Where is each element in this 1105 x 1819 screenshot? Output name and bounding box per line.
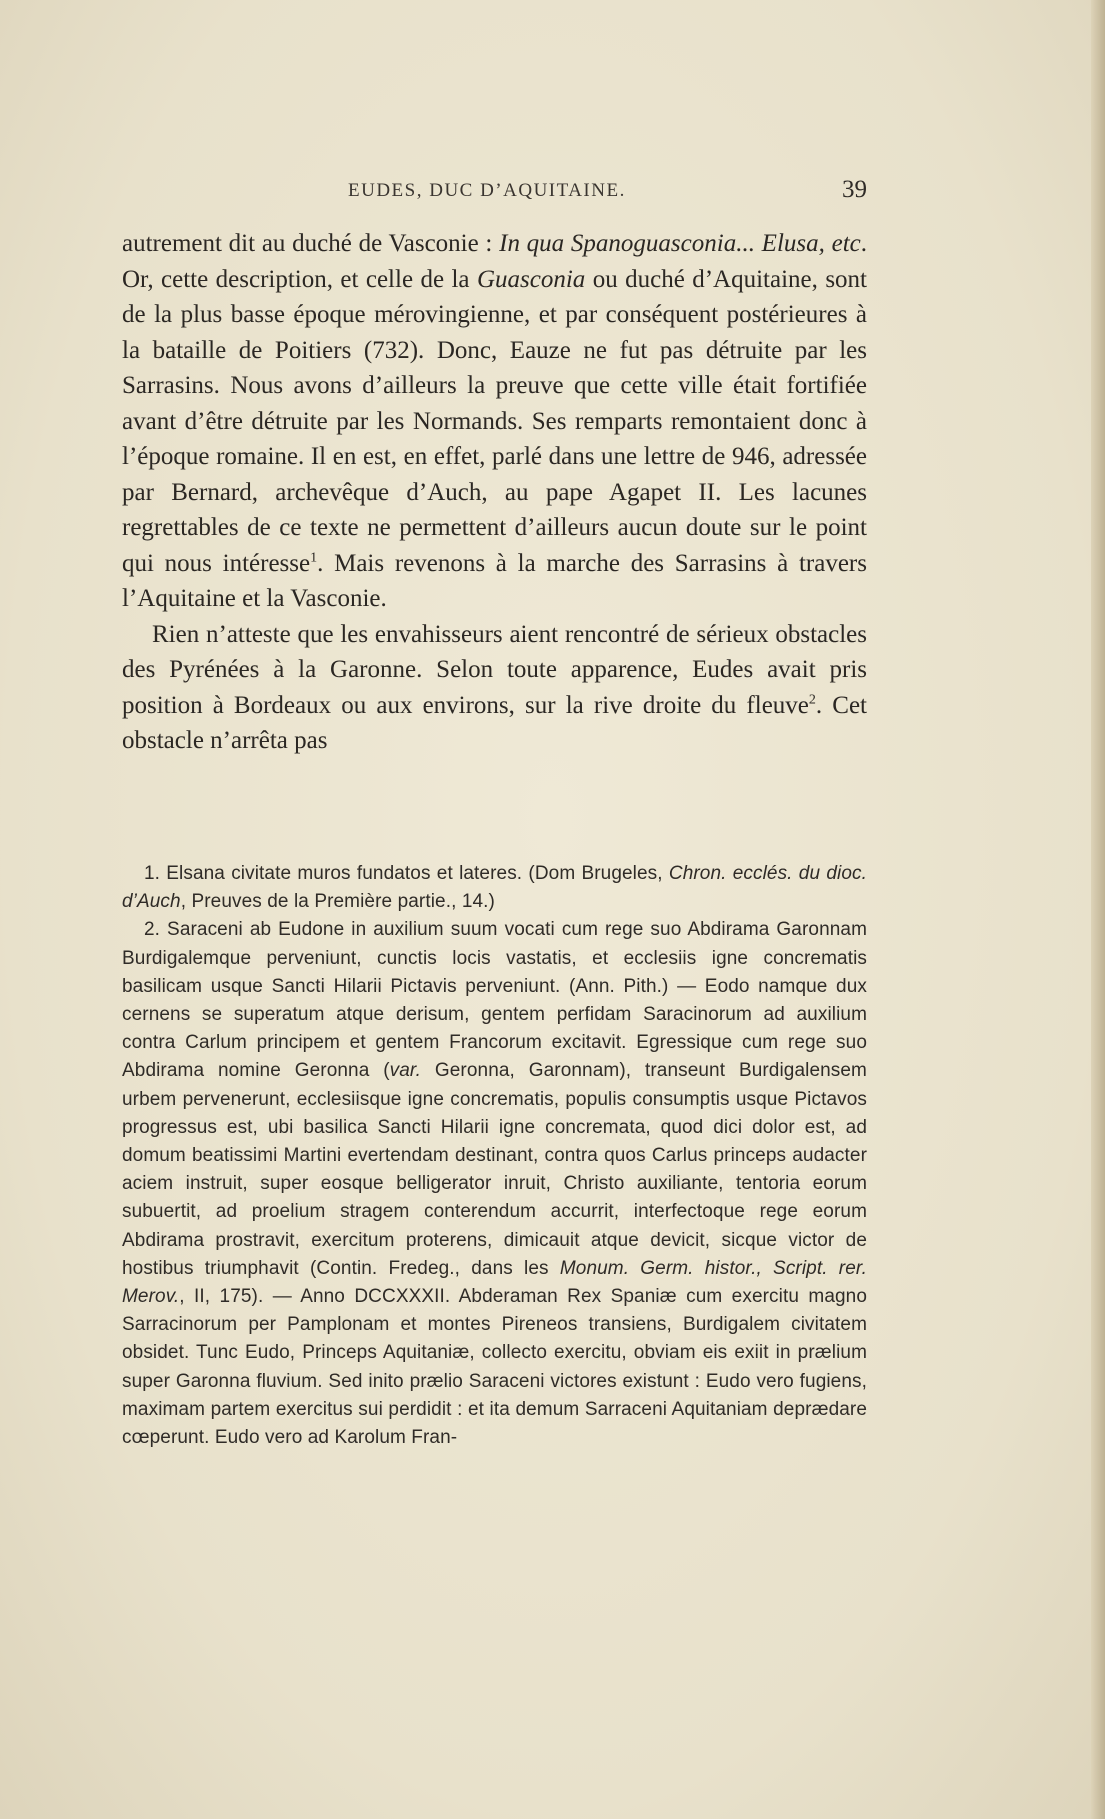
text-run: . Or, cette description, et celle de la bbox=[122, 230, 867, 293]
paragraph-1 bbox=[122, 226, 867, 617]
italic-text-run: Chron. ecclés. du dioc. d’Auch bbox=[122, 863, 867, 913]
page-header bbox=[122, 176, 867, 206]
italic-text-run: var. bbox=[389, 1060, 422, 1082]
text-run: 1. Elsana civitate muros fundatos et lateres. (Dom Brugeles, bbox=[144, 863, 669, 884]
footnote-ref-1: 1 bbox=[310, 550, 318, 566]
text-run: Geronna, Garonnam), transeunt Burdigalensem urbem pervenerunt, ecclesiisque igne concrematis, populis consumptis usque Pictavos progressus est, ubi basilica Sancti Hilarii igne concremata, quod dici dolor est, ad domum beatissimi Martini evertendam destinant, contra quos Carlus princeps audacter aciem instruit, super eosque belligerator inruit, Christo auxiliante, tentoria eorum subuertit, ad proelium stragem conterendum accurrit, interfectoque rege eorum Abdirama prostravit, exercitum proterens, dimicauit atque devicit, sicque victor de hostibus triumphavit (Contin. Fredeg., dans les bbox=[122, 1060, 867, 1279]
italic-text-run: In qua Spanoguasconia... Elusa, etc bbox=[499, 230, 861, 257]
italic-text-run: Guasconia bbox=[476, 265, 586, 293]
paragraph-2 bbox=[122, 617, 867, 759]
text-run: . Mais revenons à la marche des Sarrasins à travers l’Aquitaine et la Vasconie. bbox=[122, 549, 867, 612]
text-run: , II, 175). — Anno DCCXXXII. Abderaman Rex Spaniæ cum exercitu magno Sarracinorum per Pamplonam et montes Pireneos transiens, Burdigalem civitatem obsidet. Tunc Eudo, Princeps Aquitaniæ, collecto exercitu, obviam eis exiit in prælium super Garonna fluvium. Sed inito prælio Saraceni victores existunt : Eudo vero fugiens, maximam partem exercitus sui perdidit : et ita demum Sarraceni Aquitaniam deprædare cœperunt. Eudo vero ad Karolum Fran- bbox=[122, 1286, 867, 1449]
footnotes bbox=[122, 860, 867, 1452]
text-run: 2. Saraceni ab Eudone in auxilium suum vocati cum rege suo Abdirama Garonnam Burdigalemque perveniunt, cunctis locis vastatis, et ecclesiis igne concrematis basilicam usque Sancti Hilarii Pictavis perveniunt. (Ann. Pith.) — Eodo namque dux cernens se superatum atque derisum, gentem perfidam Saracinorum ad auxilium contra Carlum principem et gentem Francorum excitavit. Egressique cum rege suo Abdirama nomine Geronna ( bbox=[122, 919, 867, 1082]
page-edge-shadow bbox=[1091, 0, 1105, 1819]
text-run: Rien n’atteste que les envahisseurs aient rencontré de sérieux obstacles des Pyrénées à la Garonne. Selon toute apparence, Eudes avait pris position à Bordeaux ou aux environs, sur la rive droite du fleuve bbox=[122, 620, 867, 719]
italic-text-run: Monum. Germ. histor., Script. rer. Merov. bbox=[122, 1257, 867, 1308]
footnote-ref-2: 2 bbox=[808, 692, 816, 708]
page-number: 39 bbox=[842, 176, 867, 203]
text-run: . Cet obstacle n’arrêta pas bbox=[122, 691, 867, 754]
text-run: autrement dit au duché de Vasconie : bbox=[122, 230, 500, 257]
footnote-1 bbox=[122, 860, 867, 916]
text-run: , Preuves de la Première partie., 14.) bbox=[180, 891, 495, 913]
text-run: ou duché d’Aquitaine, sont de la plus basse époque mérovingienne, et par conséquent postérieures à la bataille de Poitiers (732). Donc, Eauze ne fut pas détruite par les Sarrasins. Nous avons d’ailleurs la preuve que cette ville était fortifiée avant d’être détruite par les Normands. Ses remparts remontaient donc à l’époque romaine. Il en est, en effet, parlé dans une lettre de 946, adressée par Bernard, archevêque d’Auch, au pape Agapet II. Les lacunes regrettables de ce texte ne permettent d’ailleurs aucun doute sur le point qui nous intéresse bbox=[122, 265, 867, 577]
running-title: EUDES, DUC D’AQUITAINE. bbox=[348, 180, 626, 201]
main-text bbox=[122, 226, 867, 759]
footnote-2 bbox=[122, 916, 867, 1452]
